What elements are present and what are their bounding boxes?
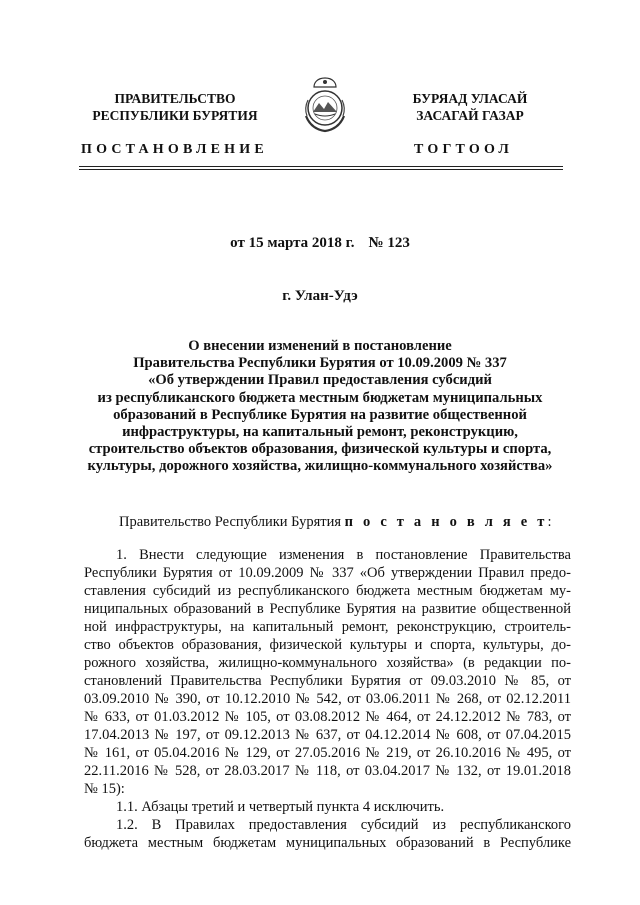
header-left (80, 90, 270, 124)
body-line: 17.04.2013 № 197, от 09.12.2013 № 637, от 04.12.2014 № 608, от 07.04.2015 (84, 727, 571, 743)
body-line: бюджета местным бюджетам муниципальных образований в Республике (84, 835, 571, 851)
header-right (385, 90, 555, 124)
body-line: 03.09.2010 № 390, от 10.12.2010 № 542, от 03.06.2011 № 268, от 02.12.2011 (84, 691, 571, 707)
body-line: рожного хозяйства, жилищно-коммунального хозяйства» (в редакции по- (84, 655, 571, 671)
title-line: Правительства Республики Бурятия от 10.09.2009 № 337 (133, 355, 507, 372)
title-line: образований в Республике Бурятия на развитие общественной (113, 406, 527, 423)
body-line: 1.1. Абзацы третий и четвертый пункта 4 исключить. (116, 799, 445, 815)
city: г. Улан-Удэ (282, 288, 358, 304)
body-line: 1. Внести следующие изменения в постановление Правительства (116, 547, 571, 563)
doc-type-buryat: ТОГТООЛ (414, 142, 514, 157)
decree-statement (119, 514, 552, 531)
coat-of-arms-emblem (297, 74, 353, 136)
body-line: № 633, от 01.03.2012 № 105, от 03.08.2012 № 464, от 24.12.2012 № 783, от (84, 709, 571, 725)
header-right-line-1: БУРЯАД УЛАСАЙ (412, 91, 528, 106)
title-line: О внесении изменений в постановление (188, 338, 452, 354)
title-line: инфраструктуры, на капитальный ремонт, реконструкцию, (122, 424, 518, 441)
doc-type-russian: ПОСТАНОВЛЕНИЕ (81, 142, 268, 157)
body-line: ной инфраструктуры, на капитальный ремонт, реконструкцию, строитель- (84, 619, 571, 635)
date-line (0, 235, 640, 252)
body-line: Республики Бурятия от 10.09.2009 № 337 «Об утверждении Правил предо- (84, 565, 571, 581)
header-divider-thin (79, 169, 563, 170)
body-line: ство объектов образования, физической культуры и спорта, культуры, до- (84, 637, 571, 653)
body-line: ниципальных образований в Республике Бурятия на развитие общественной (84, 601, 571, 617)
title-line: «Об утверждении Правил предоставления субсидий (148, 372, 492, 389)
title-line: из республиканского бюджета местным бюджетам муниципальных (97, 389, 543, 406)
title-line: строительство объектов образования, физической культуры и спорта, (88, 441, 552, 458)
document-title (70, 338, 570, 476)
header-left-line-2: РЕСПУБЛИКИ БУРЯТИЯ (92, 108, 258, 123)
title-line: культуры, дорожного хозяйства, жилищно-коммунального хозяйства» (87, 458, 553, 475)
body-line: становлений Правительства Республики Бурятия от 09.03.2010 № 85, от (84, 673, 571, 689)
body-line: 1.2. В Правилах предоставления субсидий из республиканского (116, 817, 571, 833)
header-right-line-2: ЗАСАГАЙ ГАЗАР (416, 108, 524, 123)
body-line: ставления субсидий из республиканского бюджета местным бюджетам му- (84, 583, 571, 599)
header-left-line-1: ПРАВИТЕЛЬСТВО (114, 91, 236, 106)
body-line: № 161, от 05.04.2016 № 129, от 27.05.2016 № 219, от 26.10.2016 № 495, от (84, 745, 571, 761)
body-line: № 15): (84, 781, 125, 797)
body-line: 22.11.2016 № 528, от 28.03.2017 № 118, от 03.04.2017 № 132, от 19.01.2018 (84, 763, 571, 779)
decree-suffix: : (547, 514, 552, 530)
document-body (84, 546, 571, 852)
document-number: № 123 (368, 235, 410, 251)
header-divider-thick (79, 166, 563, 167)
document-date: от 15 марта 2018 г. (230, 235, 355, 251)
decree-prefix: Правительство Республики Бурятия (119, 514, 342, 530)
decree-keyword: п о с т а н о в л я е т (344, 514, 548, 530)
